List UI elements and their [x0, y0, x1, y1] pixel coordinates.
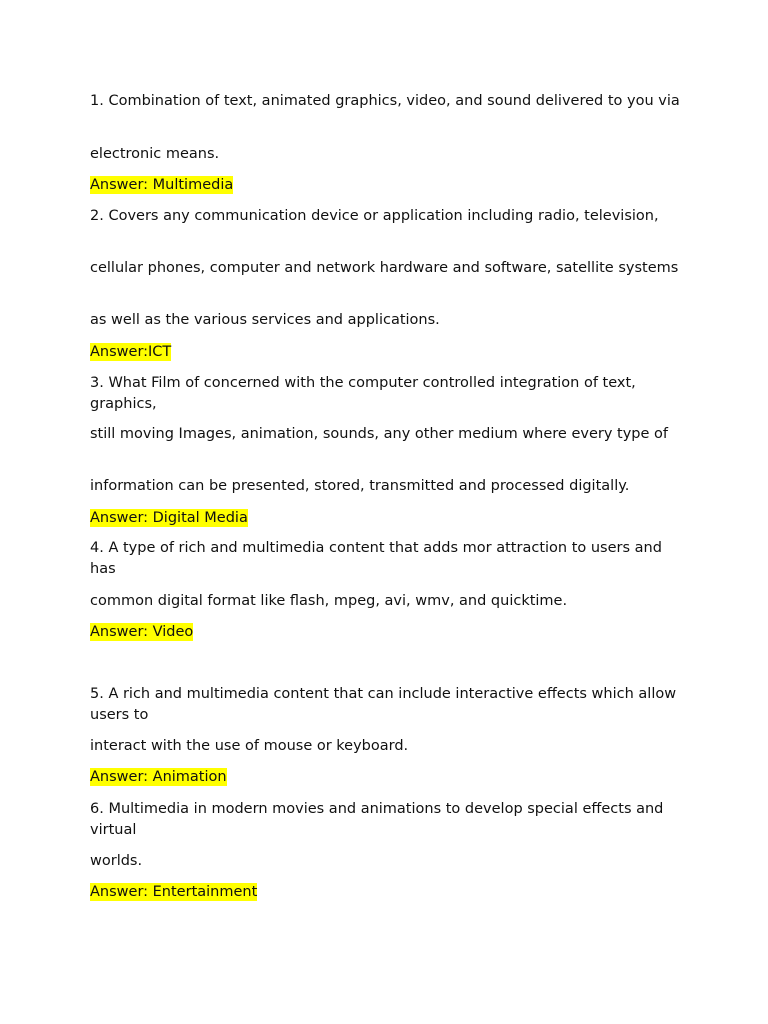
- answer-3-highlight: Answer: Digital Media: [90, 510, 248, 526]
- answer-6-highlight: Answer: Entertainment: [90, 884, 258, 900]
- question-2-text: 2. Covers any communication device or application including radio, television,: [90, 208, 659, 224]
- question-1-text-continued: electronic means.: [90, 146, 220, 162]
- question-3-text-continued-2: information can be presented, stored, transmitted and processed digitally.: [90, 478, 630, 494]
- answer-1: [90, 175, 690, 196]
- answer-3: [90, 508, 690, 529]
- question-3-text: 3. What Film of concerned with the computer controlled integration of text, graphics,: [90, 375, 636, 412]
- answer-6: [90, 882, 690, 903]
- question-5-text: 5. A rich and multimedia content that can include interactive effects which allow users to: [90, 686, 677, 723]
- question-3-text-continued-1: still moving Images, animation, sounds, any other medium where every type of: [90, 426, 669, 442]
- question-1-text: 1. Combination of text, animated graphics, video, and sound delivered to you via: [90, 93, 680, 109]
- question-2-text-continued-2: as well as the various services and applications.: [90, 312, 440, 328]
- answer-5-highlight: Answer: Animation: [90, 769, 227, 785]
- answer-4-highlight: Answer: Video: [90, 624, 194, 640]
- question-4-text-continued: common digital format like flash, mpeg, avi, wmv, and quicktime.: [90, 593, 568, 609]
- answer-2-highlight: Answer:ICT: [90, 344, 172, 360]
- question-5-text-continued: interact with the use of mouse or keyboard.: [90, 738, 409, 754]
- answer-2: [90, 342, 690, 363]
- answer-1-highlight: Answer: Multimedia: [90, 177, 234, 193]
- answer-4: [90, 622, 690, 643]
- question-2-text-continued-1: cellular phones, computer and network hardware and software, satellite systems: [90, 260, 679, 276]
- question-6-text-continued: worlds.: [90, 853, 143, 869]
- question-4-text: 4. A type of rich and multimedia content that adds mor attraction to users and has: [90, 540, 662, 577]
- answer-5: [90, 767, 690, 788]
- question-6-text: 6. Multimedia in modern movies and animations to develop special effects and virtual: [90, 801, 664, 838]
